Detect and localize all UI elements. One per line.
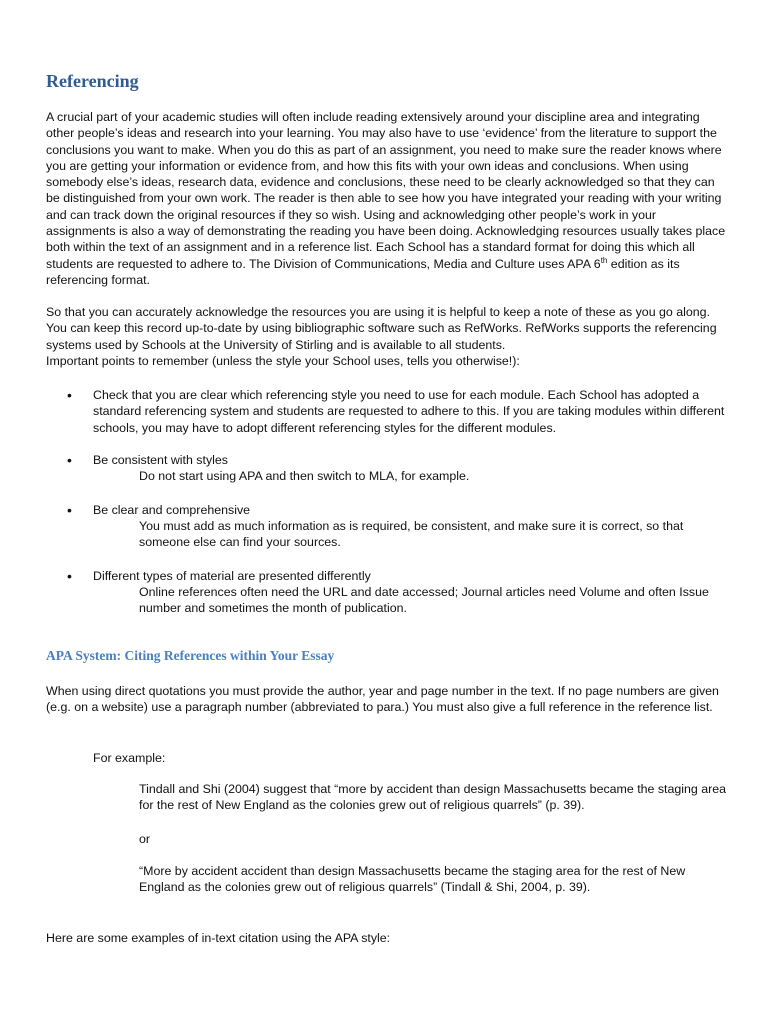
intro-text: A crucial part of your academic studies will often include reading extensively around your discipline area and integrating other people’s ideas and research into your learning. You may also have to use ‘evidence’ from the literature to support the conclusions you want to make. When you do this as part of an assignment, you need to make sure the reader knows where you are getting your information or evidence from, and how this fits with your own ideas and conclusions. When using somebody else’s ideas, research data, evidence and conclusions, these need to be clearly acknowledged so that they can be distinguished from your own work. The reader is then able to see how you have integrated your reading with your writing and can track down the original resources if they so wish. Using and acknowledging other people’s work in your assignments is also a way of demonstrating the reading you have been doing. Acknowledging resources usually takes place both within the text of an assignment and in a reference list. Each School has a standard format for doing this which all students are requested to adhere to. The Division of Communications, Media and Culture uses APA 6 — [46, 110, 726, 271]
bullet-item-clear: Be clear and comprehensive — [93, 503, 251, 517]
bullet-item-consistent: Be consistent with styles — [93, 453, 228, 467]
example-quote-1: Tindall and Shi (2004) suggest that “more by accident than design Massachusetts became the staging area for the rest of New England as the colonies grew out of religious quarrels” (p. 39). — [139, 782, 727, 813]
bullet-detail-clear: You must add as much information as is required, be consistent, and make sure it is correct, so that someone else can find your sources. — [139, 519, 684, 550]
example-label: For example: — [93, 751, 166, 765]
bullet-marker: • — [67, 387, 72, 403]
edition-superscript: th — [600, 255, 608, 265]
bullet-item-material-types: Different types of material are presented differently — [93, 569, 371, 583]
bullet-marker: • — [67, 502, 72, 518]
closing-line: Here are some examples of in-text citation using the APA style: — [46, 931, 391, 945]
intro-text-end: edition as its referencing format. — [46, 256, 680, 287]
bullet-detail-material-types: Online references often need the URL and date accessed; Journal articles need Volume and often Issue number and sometimes the month of publication. — [139, 585, 709, 616]
or-separator: or — [139, 832, 151, 846]
refworks-paragraph: So that you can accurately acknowledge the resources you are using it is helpful to keep a note of these as you go along. You can keep this record up-to-date by using bibliographic software such as RefWorks. RefWorks supports the referencing systems used by Schools at the University of Stirling and is available to all students. — [46, 305, 717, 352]
bullet-marker: • — [67, 568, 72, 584]
quotations-paragraph: When using direct quotations you must provide the author, year and page number in the text. If no page numbers are given (e.g. on a website) use a paragraph number (abbreviated to para.) You must also give a full reference in the reference list. — [46, 684, 719, 715]
bullet-item-referencing-style: Check that you are clear which referencing style you need to use for each module. Each School has adopted a standard referencing system and students are requested to adhere to this. If you are taking modules within different schools, you may have to adopt different referencing styles for the different modules. — [93, 388, 725, 435]
section-heading-apa: APA System: Citing References within Your Essay — [46, 648, 335, 663]
bullet-detail-consistent: Do not start using APA and then switch to MLA, for example. — [139, 469, 470, 483]
page-title: Referencing — [46, 71, 139, 91]
example-quote-2: “More by accident accident than design Massachusetts became the staging area for the rest of New England as the colonies grew out of religious quarrels” (Tindall & Shi, 2004, p. 39). — [139, 864, 686, 895]
intro-paragraph — [46, 109, 726, 288]
bullet-marker: • — [67, 452, 72, 468]
important-points-line: Important points to remember (unless the style your School uses, tells you otherwise!): — [46, 354, 520, 368]
